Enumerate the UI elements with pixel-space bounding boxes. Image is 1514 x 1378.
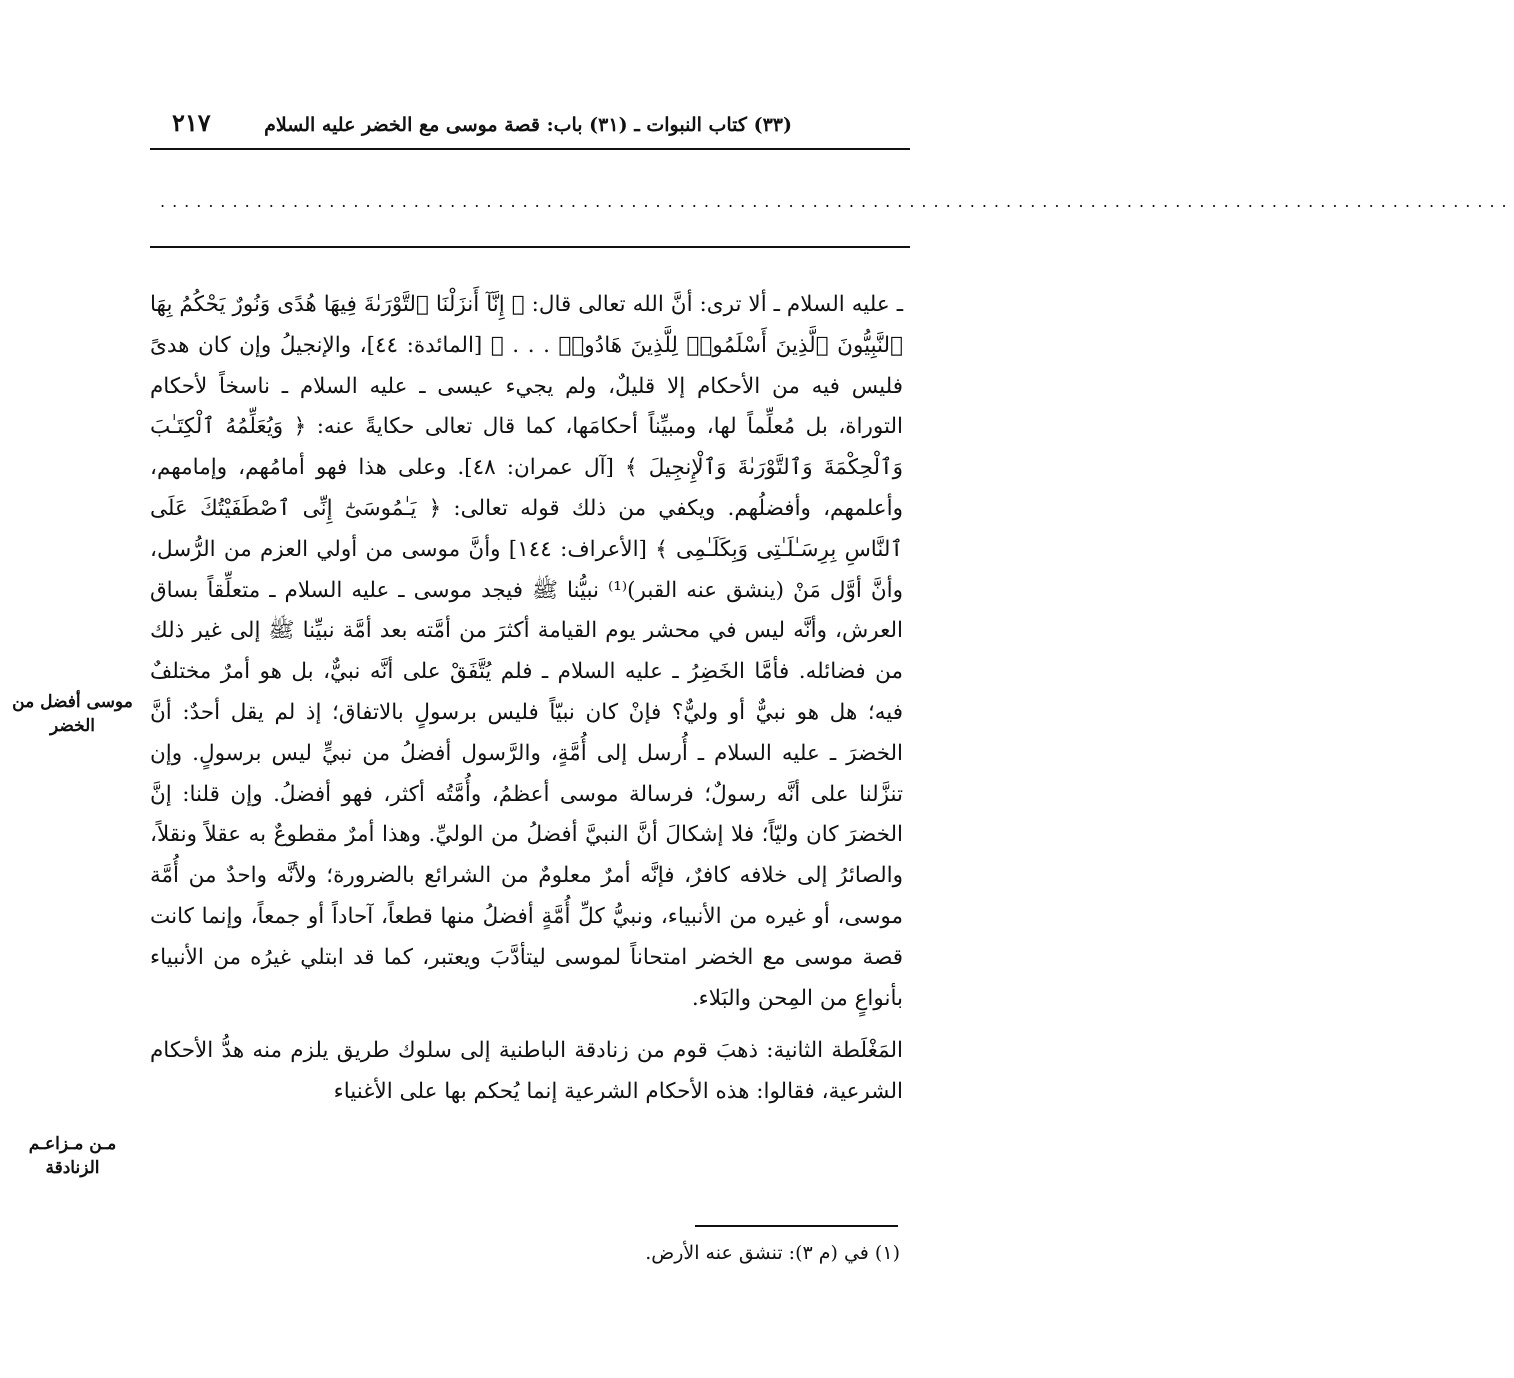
page-header [150,108,910,150]
separator-rule [150,246,910,248]
page-number: ٢١٧ [172,108,211,137]
margin-note-moses-superior: موسى أفضل من الخضر [12,692,133,736]
main-text [150,285,903,1113]
paragraph: ـ عليه السلام ـ ألا ترى: أنَّ الله تعالى قال: ﴿ إِنَّآ أَنزَلْنَا ٱلتَّوْرَىٰةَ فِيهَا هُدًى وَنُورٌ يَحْكُمُ بِهَا ٱلنَّبِيُّونَ ٱلَّذِينَ أَسْلَمُوا۟ لِلَّذِينَ هَادُوا۟ . . . ﴾ [المائدة: ٤٤]، والإنجيلُ وإن كان هدىً فليس فيه من الأحكام إلا قليلٌ، ولم يجيء عيسى ـ عليه السلام ـ ناسخاً لأحكام التوراة، بل مُعلِّماً لها، ومبيِّناً أحكامَها، كما قال تعالى حكايةً عنه: ﴿ وَيُعَلِّمُهُ ٱلْكِتَـٰبَ وَٱلْحِكْمَةَ وَٱلتَّوْرَىٰةَ وَٱلْإِنجِيلَ ﴾ [آل عمران: ٤٨]. وعلى هذا فهو أمامُهم، وإمامهم، وأعلمهم، وأفضلُهم. ويكفي من ذلك قوله تعالى: ﴿ يَـٰمُوسَىٰٓ إِنِّى ٱصْطَفَيْتُكَ عَلَى ٱلنَّاسِ بِرِسَـٰلَـٰتِى وَبِكَلَـٰمِى ﴾ [الأعراف: ١٤٤] وأنَّ موسى من أولي العزم من الرُّسل، وأنَّ أوَّل مَنْ (ينشق عنه القبر)⁽¹⁾ نبيُّنا ﷺ فيجد موسى ـ عليه السلام ـ متعلِّقاً بساق العرش، وأنَّه ليس في محشر يوم القيامة أكثرَ من أمَّته بعد أمَّة نبيِّنا ﷺ إلى غير ذلك من فضائله. فأمَّا الخَضِرُ ـ عليه السلام ـ فلم يُتَّفَقْ على أنَّه نبيٌّ، بل هو أمرٌ مختلفٌ فيه؛ هل هو نبيٌّ أو وليٌّ؟ فإنْ كان نبيّاً فليس برسولٍ بالاتفاق؛ إذ لم يقل أحدٌ: أنَّ الخضرَ ـ عليه السلام ـ أُرسل إلى أُمَّةٍ، والرَّسول أفضلُ من نبيٍّ ليس برسولٍ. وإن تنزَّلنا على أنَّه رسولٌ؛ فرسالة موسى أعظمُ، وأُمَّتُه أكثر، فهو أفضلُ. وإن قلنا: إنَّ الخضرَ كان وليّاً؛ فلا إشكالَ أنَّ النبيَّ أفضلُ من الوليِّ. وهذا أمرٌ مقطوعٌ به عقلاً ونقلاً، والصائرُ إلى خلافه كافرٌ، فإنَّه أمرٌ معلومٌ من الشرائع بالضرورة؛ ولأنَّه واحدٌ من أُمَّة موسى، أو غيره من الأنبياء، ونبيُّ كلِّ أُمَّةٍ أفضلُ منها قطعاً، آحاداً أو جمعاً، وإنما كانت قصة موسى مع الخضر امتحاناً لموسى ليتأدَّبَ ويعتبر، كما قد ابتلي غيرُه من الأنبياء بأنواعٍ من المِحن والبَلاء. [150,292,903,1011]
paragraph: المَغْلَطة الثانية: ذهبَ قوم من زنادقة الباطنية إلى سلوك طريق يلزم منه هدُّ الأحكام الشرعية، فقالوا: هذه الأحكام الشرعية إنما يُحكم بها على الأغنياء [150,1038,903,1105]
footnote: (١) في (م ٣): تنشق عنه الأرض. [645,1242,900,1264]
ellipsis-line: ................................................................................................................ [160,192,1514,211]
footnote-rule [695,1225,898,1227]
running-title: (٣٣) كتاب النبوات ـ (٣١) باب: قصة موسى مع الخضر عليه السلام [264,114,792,136]
margin-note-heretics-claims: مـن مـزاعـم الزنادقة [28,1134,117,1178]
